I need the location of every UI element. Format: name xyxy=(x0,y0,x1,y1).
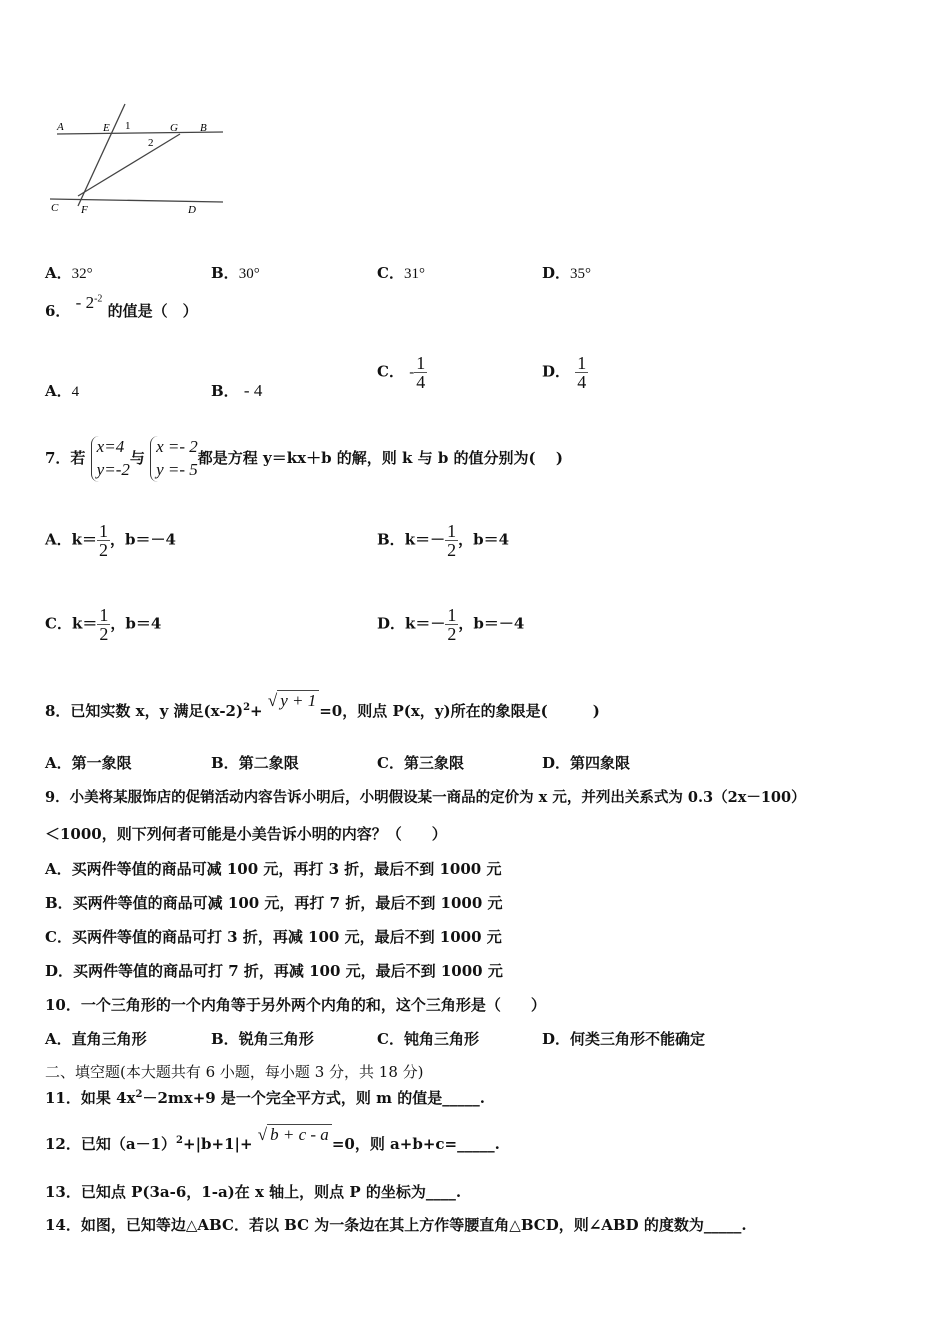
label-c: C xyxy=(51,202,59,214)
q9-option-d: D．买两件等值的商品可打 7 折，再减 100 元，最后不到 1000 元 xyxy=(45,962,503,980)
question-7: 7．若 x=4 y=-2与 x =- 2 y =- 5都是方程 y＝kx＋b 的解，则 k 与 b 的值分别为( ) xyxy=(45,436,563,482)
q6-option-d: D． $\frac{1}{4}$ xyxy=(542,353,587,392)
question-11: 11．如果 $4x^2-2mx+9$ 是一个完全平方式，则 m 的值是_____. xyxy=(45,1089,485,1107)
label-a: A xyxy=(57,121,64,133)
q6-option-c: C． - $\frac{1}{4}$ xyxy=(377,353,426,392)
equation-system-2: x =- 2 y =- 5 xyxy=(150,436,198,482)
q10-option-b: B．锐角三角形 xyxy=(211,1030,314,1048)
label-f: F xyxy=(81,204,88,216)
transversal-ef xyxy=(78,104,125,206)
q8-option-c: C．第三象限 xyxy=(377,754,464,772)
q9-option-c: C．买两件等值的商品可打 3 折，再减 100 元，最后不到 1000 元 xyxy=(45,928,502,946)
label-b: B xyxy=(200,122,207,134)
q10-option-d: D．何类三角形不能确定 xyxy=(542,1030,706,1048)
q9-option-a: A．买两件等值的商品可减 100 元，再打 3 折，最后不到 1000 元 xyxy=(45,860,502,878)
q5-option-a: A．32° xyxy=(45,264,93,282)
label-d: D xyxy=(188,204,196,216)
label-g: G xyxy=(170,122,178,134)
question-10: 10．一个三角形的一个内角等于另外两个内角的和，这个三角形是（ ） xyxy=(45,996,546,1014)
question-9-line-1: 9．小美将某服饰店的促销活动内容告诉小明后，小明假设某一商品的定价为 x 元，并列出关系式为 0.3（2x－100） xyxy=(45,789,806,806)
q5-option-d: D．35° xyxy=(542,264,592,282)
label-e: E xyxy=(103,122,110,134)
question-14: 14．如图，已知等边△ABC．若以 BC 为一条边在其上方作等腰直角△BCD，则∠ABD 的度数为_____. xyxy=(45,1216,747,1234)
question-6: 6． - $2^{-2}$ 的值是（ ） xyxy=(45,293,198,320)
q10-option-c: C．钝角三角形 xyxy=(377,1030,479,1048)
question-13: 13．已知点 P(3a-6，1-a)在 x 轴上，则点 P 的坐标为____. xyxy=(45,1183,462,1201)
line-cd xyxy=(50,199,223,202)
label-angle-2: 2 xyxy=(148,137,154,149)
q9-option-b: B．买两件等值的商品可减 100 元，再打 7 折，最后不到 1000 元 xyxy=(45,894,503,912)
label-angle-1: 1 xyxy=(125,120,131,132)
q8-option-d: D．第四象限 xyxy=(542,754,631,772)
q7-option-a: A．k＝ $\frac{1}{2}$ ，b＝－4 xyxy=(45,521,176,560)
equation-system-1: x=4 y=-2 xyxy=(91,436,130,482)
q7-option-d: D．k＝－ $\frac{1}{2}$ ，b＝－4 xyxy=(377,605,525,644)
q6-option-b: B． - 4 xyxy=(211,381,263,400)
q5-option-c: C．31° xyxy=(377,264,425,282)
segment-fg xyxy=(78,134,180,196)
section-2-heading: 二、填空题(本大题共有 6 小题，每小题 3 分，共 18 分) xyxy=(45,1063,424,1081)
q7-option-c: C．k＝ $\frac{1}{2}$ ，b＝4 xyxy=(45,605,162,644)
geometry-figure xyxy=(45,98,235,223)
q5-option-b: B．30° xyxy=(211,264,260,282)
line-ab xyxy=(57,132,223,134)
q8-option-a: A．第一象限 xyxy=(45,754,132,772)
q6-option-a: A．4 xyxy=(45,382,80,400)
q10-option-a: A．直角三角形 xyxy=(45,1030,147,1048)
q7-option-b: B．k＝－ $\frac{1}{2}$ ，b＝4 xyxy=(377,521,510,560)
q8-option-b: B．第二象限 xyxy=(211,754,299,772)
question-9-line-2: ＜1000，则下列何者可能是小美告诉小明的内容？（ ） xyxy=(45,825,447,843)
question-8: 8．已知实数 x，y 满足$(x-2)^2+$ √ y + 1=0，则点 P(x，y)所在的象限是( ) xyxy=(45,691,600,720)
question-12: 12．已知$(a-1)^2+|b+1|+$ √ b + c - a =0，则 a+b+c=_____. xyxy=(45,1125,500,1153)
